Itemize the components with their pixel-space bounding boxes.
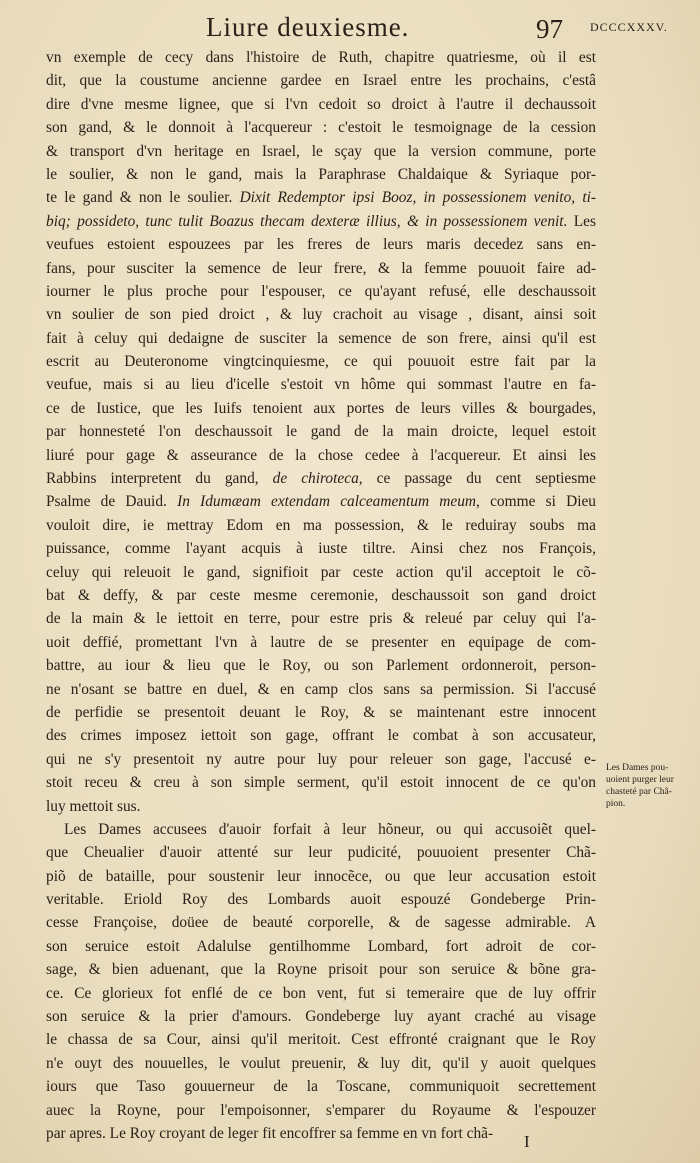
text-line	[46, 397, 596, 420]
text-segment: par apres. Le Roy croyant de leger fit encoffrer sa femme en vn fort chã-	[46, 1124, 494, 1142]
text-line	[46, 724, 596, 747]
marginal-note-line: pion.	[606, 799, 626, 809]
text-segment: le soulier, & non le gand, mais la Paraphrase Chaldaique & Syriaque por-	[46, 165, 596, 183]
text-line	[46, 140, 596, 163]
text-line	[46, 467, 596, 490]
text-line	[46, 561, 596, 584]
text-segment: luy mettoit sus.	[46, 797, 141, 815]
text-line	[46, 865, 596, 888]
text-segment: de la main & le iettoit en terre, pour estre pris & releué par celuy qui l'a-	[46, 610, 596, 628]
text-segment: Psalme de Dauid.	[46, 493, 178, 511]
text-line	[46, 116, 596, 139]
text-segment: fans, pour susciter la semence de leur frere, & la femme pouuoit faire ad-	[46, 259, 596, 277]
body-text	[46, 46, 596, 1145]
text-line	[46, 420, 596, 443]
text-segment: escrit au Deuteronome vingtcinquiesme, ce qui pouuoit estre fait par la	[46, 353, 596, 371]
latin-quote: biq; possideto, tunc tulit Boazus thecam dexteræ illius, & in possessionem venit.	[46, 212, 568, 230]
text-segment: piõ de bataille, pour soustenir leur innocẽce, ou que leur accusation estoit	[46, 867, 596, 885]
running-title: Liure deuxiesme.	[206, 12, 410, 42]
text-segment: puissance, comme l'ayant acquis à iuste tiltre. Ainsi chez nos François,	[46, 540, 596, 558]
text-line	[46, 444, 596, 467]
text-line	[46, 490, 596, 513]
text-segment: des crimes imposez iettoit son gage, offrant le combat à son accusateur,	[46, 727, 596, 745]
text-line	[46, 1028, 596, 1051]
text-segment: sage, & bien aduenant, que la Royne prisoit pour son seruice & bõne gra-	[46, 961, 596, 979]
text-segment: son seruice & la prier d'amours. Gondeberge luy ayant craché au visage	[46, 1008, 596, 1026]
text-line	[46, 46, 596, 69]
text-segment: celuy qui releuoit le gand, signifioit par ceste action qu'il acceptoit le cõ-	[46, 563, 596, 581]
text-segment: que Cheualier d'auoir attenté sur leur pudicité, pouuoient presenter Chã-	[46, 844, 596, 862]
text-segment: auec la Royne, pour l'empoisonner, s'emparer du Royaume & l'espouzer	[46, 1101, 596, 1119]
text-segment: iourner le plus proche pour l'espouser, ce qu'ayant refusé, elle deschaussoit	[46, 282, 596, 300]
text-line	[46, 233, 596, 256]
text-segment: Les	[567, 212, 596, 230]
roman-folio-number: DCCCXXXV.	[590, 20, 668, 34]
text-segment: fait à celuy qui dedaigne de susciter la semence de son frere, ainsi qu'il est	[46, 329, 596, 347]
text-line	[46, 748, 596, 771]
text-segment: battre, au iour & lieu que le Roy, ou son Parlement ordonneroit, person-	[46, 657, 596, 675]
text-line	[46, 607, 596, 630]
text-line	[46, 584, 596, 607]
text-line	[46, 350, 596, 373]
text-line	[46, 257, 596, 280]
text-line	[46, 280, 596, 303]
text-line	[46, 678, 596, 701]
marginal-note-line: chasteté par Châ-	[606, 787, 672, 797]
text-segment: ce de Iustice, que les Iuifs tenoient aux portes de leurs villes & bourgades,	[46, 399, 596, 417]
text-line	[46, 514, 596, 537]
text-line	[46, 958, 596, 981]
text-line	[46, 631, 596, 654]
text-line	[46, 1075, 596, 1098]
latin-quote: de chiroteca	[272, 470, 359, 488]
text-line	[46, 1052, 596, 1075]
text-segment: veritable. Eriold Roy des Lombards auoit espouzé Gondeberge Prin-	[46, 891, 596, 909]
text-line	[46, 818, 596, 841]
text-segment: vn exemple de cecy dans l'histoire de Ruth, chapitre quatriesme, où il est	[46, 49, 596, 66]
marginal-note-line: uoient purger leur	[606, 775, 674, 785]
text-segment: , ce passage du cent septiesme	[358, 470, 596, 488]
text-segment: Rabbins interpretent du gand,	[46, 470, 273, 488]
page-number: 97	[536, 14, 563, 44]
text-line	[46, 911, 596, 934]
text-segment: liuré pour gage & asseurance de la chose cedee à l'acquereur. Et ainsi les	[46, 446, 596, 464]
text-line	[46, 841, 596, 864]
text-line	[46, 93, 596, 116]
text-line	[46, 771, 596, 794]
text-segment: son gand, & le donnoit à l'acquereur : c'estoit le tesmoignage de la cession	[46, 119, 596, 137]
text-segment: ne n'osant se battre en duel, & en camp clos sans sa permission. Si l'accusé	[46, 680, 596, 698]
latin-quote: Dixit Redemptor ipsi Booz, in possessionem venito, ti-	[239, 189, 596, 207]
text-segment: bat & deffy, & par ceste mesme ceremonie, deschaussoit son gand droict	[46, 586, 596, 604]
text-line	[46, 1099, 596, 1122]
marginal-note	[606, 762, 698, 810]
text-segment: uoit deffié, promettant l'vn à lautre de se presenter en equipage de com-	[46, 633, 596, 651]
text-line	[46, 935, 596, 958]
text-segment: qui ne s'y presentoit ny autre pour luy pour releuer son gage, l'accusé e-	[46, 750, 596, 768]
text-segment: te le gand & non le soulier.	[46, 189, 240, 207]
text-segment: vn soulier de son pied droict , & luy crachoit au visage , disant, ainsi soit	[46, 306, 596, 324]
page-header	[0, 8, 700, 48]
text-segment: dit, que la coustume ancienne gardee en Israel entre les prochains, c'estâ	[46, 72, 596, 90]
text-segment: Les Dames accusees d'auoir forfait à leur hõneur, ou qui accusoiẽt quel-	[64, 820, 596, 838]
text-segment: , comme si Dieu	[476, 493, 596, 511]
text-line	[46, 982, 596, 1005]
text-line	[46, 303, 596, 326]
text-segment: stoit receu & creu à son simple serment, qu'il estoit innocent de ce qu'on	[46, 774, 596, 792]
marginal-note-line: Les Dames pou-	[606, 763, 669, 773]
text-segment: n'e ouyt des nouuelles, le voulut preuenir, & luy dit, qu'il y auoit quelques	[46, 1054, 596, 1072]
text-line	[46, 69, 596, 92]
text-segment: dire d'vne mesme lignee, que si l'vn cedoit so droict à l'autre il dechaussoit	[46, 95, 596, 113]
text-line	[46, 654, 596, 677]
text-line	[46, 327, 596, 350]
text-line	[46, 210, 596, 233]
text-segment: ce. Ce glorieux fot enflé de ce bon vent, fut si temeraire que de luy offrir	[46, 984, 596, 1002]
text-segment: de perfidie se presentoit deuant le Roy, & se maintenant estre innocent	[46, 703, 596, 721]
text-segment: le chassa de sa Cour, ainsi qu'il meritoit. Cest effronté craignant que le Roy	[46, 1031, 596, 1049]
text-line	[46, 373, 596, 396]
latin-quote: In Idumæam extendam calceamentum meum	[177, 493, 477, 511]
text-segment: par honnesteté l'on deschaussoit le gand de la main droicte, lequel estoit	[46, 423, 596, 441]
text-line	[46, 537, 596, 560]
text-line	[46, 186, 596, 209]
text-line	[46, 1122, 596, 1145]
text-segment: cesse Françoise, doüee de beauté corporelle, & de sagesse admirable. A	[46, 914, 596, 932]
text-line	[46, 1005, 596, 1028]
text-line	[46, 701, 596, 724]
text-segment: son seruice estoit Adalulse gentilhomme Lombard, fort adroit de cor-	[46, 937, 596, 955]
text-line	[46, 888, 596, 911]
text-segment: & transport d'vn heritage en Israel, le sçay que la version commune, porte	[46, 142, 596, 160]
text-segment: veufues estoient espouzees par les freres de leurs maris decedez sans en-	[46, 236, 596, 254]
text-segment: iours que Taso gouuerneur de la Toscane, communiquoit secrettement	[46, 1078, 596, 1096]
signature-mark: I	[524, 1132, 530, 1151]
text-segment: veufue, mais si au lieu d'icelle s'estoit vn hôme qui sommast l'autre en fa-	[46, 376, 596, 394]
text-line	[46, 795, 596, 818]
text-line	[46, 163, 596, 186]
text-segment: vouloit dire, ie mettray Edom en ma possession, & le reduiray soubs ma	[46, 516, 596, 534]
